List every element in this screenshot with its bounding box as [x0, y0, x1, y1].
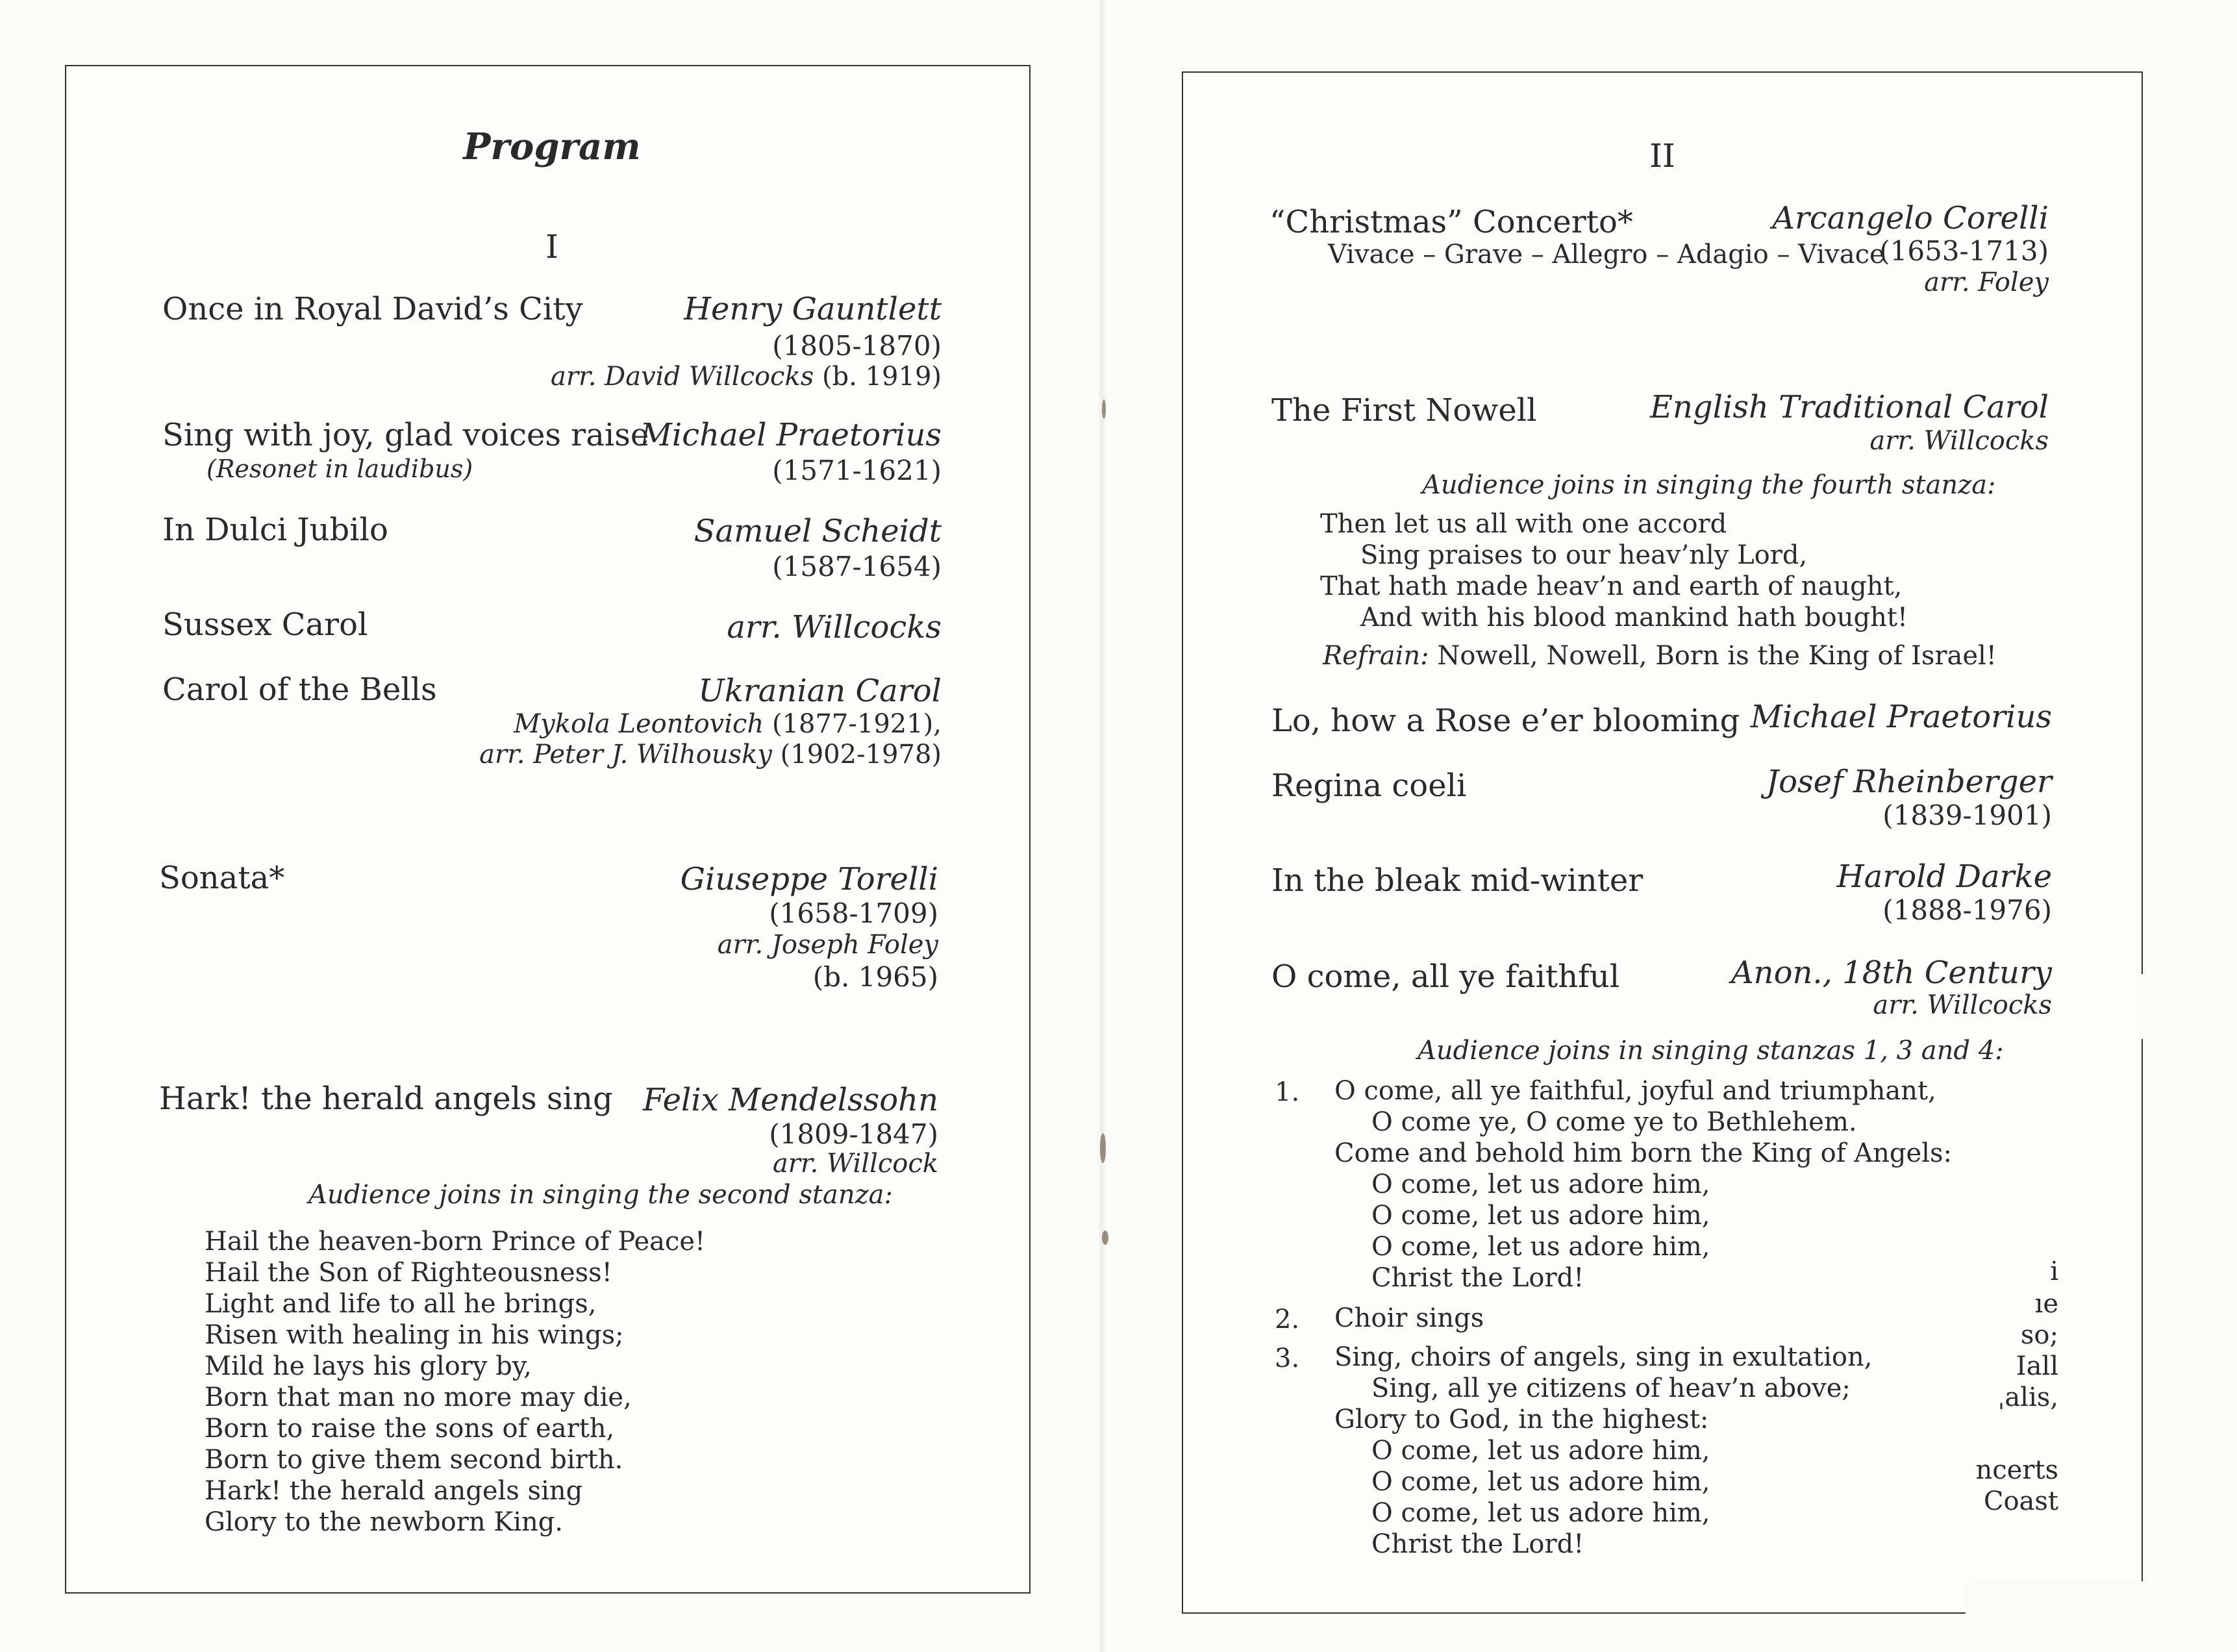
bleed-fragment: ıe: [2034, 1289, 2058, 1319]
arranger-dates: (1902-1978): [780, 740, 942, 770]
lyric-line: Choir sings: [1334, 1303, 1484, 1333]
composer: Ukranian Carol: [698, 673, 942, 709]
lyric-line: O come, let us adore him,: [1371, 1170, 1710, 1199]
program-title: Program: [463, 125, 641, 168]
stanza-number: 1.: [1275, 1077, 1300, 1107]
work-title: Once in Royal David’s City: [162, 291, 583, 327]
bleed-fragment: Coast: [1983, 1486, 2058, 1516]
composer: Josef Rheinberger: [1766, 764, 2052, 800]
composer: Michael Praetorius: [1750, 699, 2052, 735]
lyric-line: Glory to the newborn King.: [205, 1507, 564, 1537]
composer-dates: (1805-1870): [772, 330, 942, 362]
arranger: arr. Foley: [1924, 268, 2049, 297]
lyric-line: O come ye, O come ye to Bethlehem.: [1371, 1107, 1857, 1137]
work-subtitle: (Resonet in laudibus): [206, 455, 473, 483]
composer: Anon., 18th Century: [1731, 955, 2052, 991]
composer-dates: (1839-1901): [1882, 799, 2052, 831]
composer-dates: (1571-1621): [772, 455, 942, 486]
composer: Samuel Scheidt: [694, 513, 942, 549]
lyric-line: Light and life to all he brings,: [205, 1289, 597, 1319]
work-title: Sonata*: [159, 860, 285, 896]
arranger-label: arr.: [551, 362, 597, 392]
stanza-number: 2.: [1275, 1305, 1300, 1334]
lyric-line: Born to give them second birth.: [205, 1445, 623, 1475]
bleed-fragment: ˌalis,: [1997, 1383, 2058, 1412]
work-title: The First Nowell: [1271, 392, 1537, 429]
bleed-fragment: i: [2050, 1257, 2058, 1286]
arranger: arr. Willcocks: [1869, 426, 2049, 456]
arranger: arr. Willcocks: [1873, 990, 2052, 1020]
composer-name: Mykola Leontovich: [514, 709, 764, 739]
work-title: Regina coeli: [1271, 768, 1467, 804]
paper-mark: [1100, 1133, 1106, 1163]
arranger-name: David Willcocks: [605, 362, 814, 392]
work-title: In the bleak mid-winter: [1271, 862, 1643, 899]
lyric-line: Mild he lays his glory by,: [205, 1351, 532, 1381]
composer-dates: (1877-1921),: [771, 709, 942, 739]
work-title: Lo, how a Rose e’er blooming: [1271, 703, 1740, 739]
arranger: arr. Willcocks: [727, 609, 942, 645]
arranger-line: [455, 742, 942, 768]
arranger: arr. Joseph Foley: [717, 930, 938, 960]
audience-note: Audience joins in singing stanzas 1, 3 and 4:: [1418, 1036, 2004, 1066]
lyric-line: Christ the Lord!: [1371, 1263, 1584, 1293]
section-number: I: [545, 228, 558, 266]
lyric-line: O come, let us adore him,: [1371, 1232, 1710, 1262]
lyric-line: Risen with healing in his wings;: [205, 1320, 624, 1350]
work-title: “Christmas” Concerto*: [1269, 204, 1633, 240]
lyric-line: Hark! the herald angels sing: [205, 1476, 583, 1506]
work-title: Hark! the herald angels sing: [159, 1081, 613, 1117]
arranger-name: Peter J. Wilhousky: [533, 740, 772, 770]
stanza-number: 3.: [1275, 1344, 1300, 1373]
composer-dates: (1888-1976): [1882, 894, 2052, 926]
lyric-line: Then let us all with one accord: [1320, 509, 1727, 539]
movements: Vivace – Grave – Allegro – Adagio – Vivace: [1328, 240, 1885, 269]
work-title: Sussex Carol: [162, 607, 368, 643]
section-number: II: [1649, 137, 1675, 175]
lyric-line: Sing, choirs of angels, sing in exultation,: [1334, 1342, 1873, 1372]
lyric-line: O come, let us adore him,: [1371, 1201, 1710, 1231]
lyric-line: O come, let us adore him,: [1371, 1436, 1710, 1466]
composer: Michael Praetorius: [640, 417, 942, 453]
composer-dates: (1809-1847): [769, 1118, 938, 1150]
page-cutout: [1966, 1581, 2145, 1620]
lyric-line: And with his blood mankind hath bought!: [1360, 603, 1908, 632]
paper-mark: [1102, 399, 1106, 419]
lyric-line: Come and behold him born the King of Angels:: [1334, 1138, 1952, 1168]
page-cutout: [2133, 974, 2153, 1039]
work-title: O come, all ye faithful: [1271, 958, 1620, 995]
audience-note: Audience joins in singing the second stanza:: [308, 1180, 893, 1210]
paper-mark: [1102, 1231, 1108, 1245]
work-title: Sing with joy, glad voices raise: [162, 417, 649, 453]
arranger-line: [455, 364, 942, 390]
audience-note: Audience joins in singing the fourth stanza:: [1422, 470, 1996, 500]
composer-dates: (1653-1713): [1879, 235, 2049, 267]
lyric-line: Hail the Son of Righteousness!: [205, 1258, 612, 1288]
work-title: Carol of the Bells: [162, 671, 437, 708]
lyric-line: That hath made heav’n and earth of naught,: [1320, 571, 1903, 601]
composer: Harold Darke: [1836, 858, 2052, 895]
bleed-fragment: Iall: [2016, 1351, 2058, 1381]
lyric-line: Born to raise the sons of earth,: [205, 1414, 615, 1444]
composer: Giuseppe Torelli: [680, 861, 938, 897]
lyric-line: Hail the heaven-born Prince of Peace!: [205, 1227, 706, 1257]
composer: Henry Gauntlett: [684, 291, 942, 327]
lyric-line: O come, let us adore him,: [1371, 1467, 1710, 1497]
page-fold: [1097, 0, 1106, 1652]
arranger-dates: (b. 1919): [821, 362, 942, 392]
composer-dates: (1658-1709): [769, 897, 938, 929]
lyric-line: O come, let us adore him,: [1371, 1498, 1710, 1528]
lyric-line: Christ the Lord!: [1371, 1529, 1584, 1559]
composer: Arcangelo Corelli: [1772, 200, 2049, 236]
arranger-dates: (b. 1965): [812, 961, 938, 993]
composer: English Traditional Carol: [1649, 389, 2049, 425]
lyric-line: O come, all ye faithful, joyful and triumphant,: [1334, 1076, 1936, 1106]
composer-line: [455, 711, 942, 737]
lyric-line: Born that man no more may die,: [205, 1383, 632, 1412]
lyric-line: Sing praises to our heav’nly Lord,: [1360, 540, 1808, 570]
refrain-label: Refrain:: [1323, 641, 1429, 671]
lyric-line: Sing, all ye citizens of heav’n above;: [1371, 1373, 1851, 1403]
refrain-text: Nowell, Nowell, Born is the King of Israel!: [1437, 641, 1997, 671]
work-title: In Dulci Jubilo: [162, 512, 388, 548]
composer-dates: (1587-1654): [772, 551, 942, 582]
arranger-label: arr.: [479, 740, 525, 770]
composer: Felix Mendelssohn: [642, 1082, 938, 1118]
bleed-fragment: ncerts: [1975, 1455, 2058, 1485]
arranger: arr. Willcock: [772, 1149, 938, 1179]
refrain-line: [1323, 643, 1997, 669]
lyric-line: Glory to God, in the highest:: [1334, 1405, 1709, 1434]
bleed-fragment: so;: [2020, 1320, 2058, 1350]
